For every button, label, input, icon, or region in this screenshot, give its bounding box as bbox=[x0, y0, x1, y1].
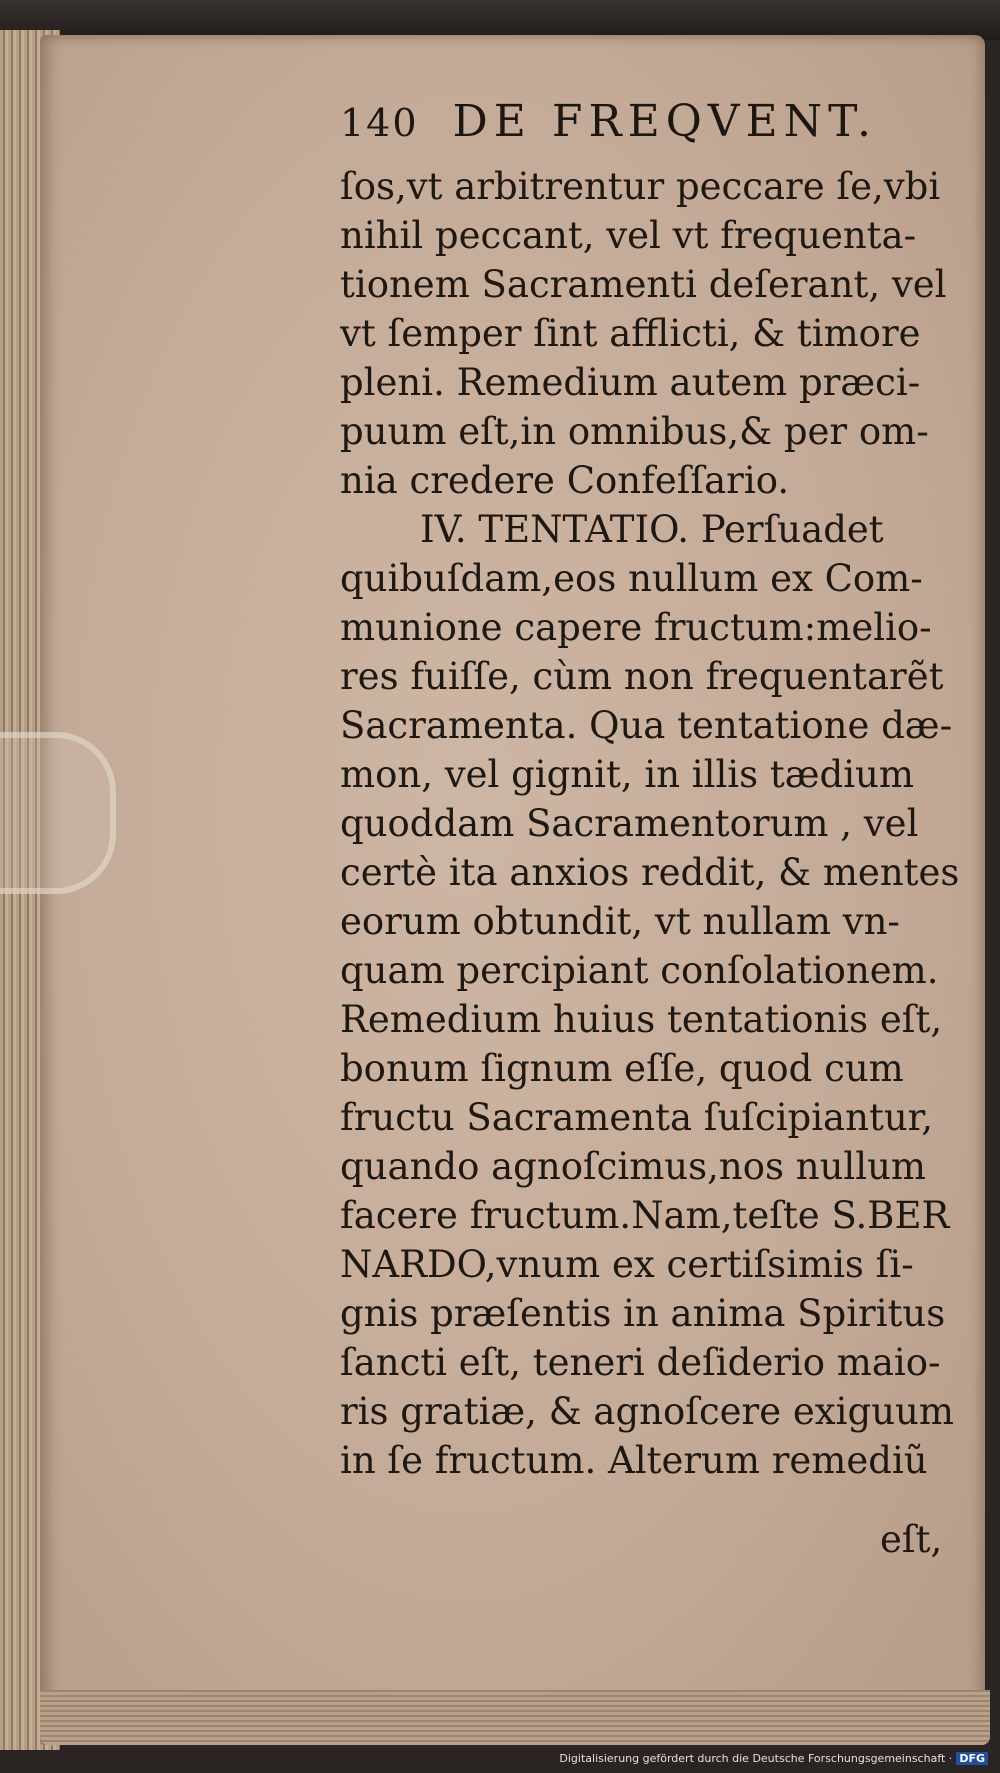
text-line: quando agnoſcimus,nos nullum bbox=[340, 1145, 926, 1188]
running-title: DE FREQVENT. bbox=[452, 96, 878, 147]
footer-text: Digitalisierung gefördert durch die Deutsche Forschungsgemeinschaft · bbox=[559, 1752, 953, 1765]
text-line: fructu Sacramenta ſuſcipiantur, bbox=[340, 1096, 934, 1139]
scan-background bbox=[0, 0, 1000, 40]
text-line: quibuſdam,eos nullum ex Com- bbox=[340, 557, 923, 600]
text-line: Sacramenta. Qua tentatione dæ- bbox=[340, 704, 953, 747]
text-line: eorum obtundit, vt nullam vn- bbox=[340, 900, 900, 943]
text-line: ris gratiæ, & agnoſcere exiguum bbox=[340, 1390, 954, 1433]
catchword: eſt, bbox=[880, 1518, 943, 1561]
text-line: ſos,vt arbitrentur peccare ſe,vbi bbox=[340, 165, 941, 208]
text-line: gnis præſentis in anima Spiritus bbox=[340, 1292, 946, 1335]
text-line: mon, vel gignit, in illis tædium bbox=[340, 753, 914, 796]
digitization-footer bbox=[559, 1752, 988, 1765]
page-number: 140 bbox=[340, 101, 419, 145]
text-line: vt ſemper ſint afflicti, & timore bbox=[340, 312, 921, 355]
text-line: nia credere Confeſſario. bbox=[340, 459, 790, 502]
text-line: NARDO,vnum ex certiſsimis ſi- bbox=[340, 1243, 914, 1286]
text-line: res fuiſſe, cùm non frequentarẽt bbox=[340, 655, 944, 698]
dfg-logo: DFG bbox=[956, 1752, 988, 1765]
body-text bbox=[340, 162, 960, 1485]
running-head bbox=[340, 96, 900, 156]
page-bottom-edge bbox=[40, 1690, 990, 1745]
text-line: certè ita anxios reddit, & mentes bbox=[340, 851, 960, 894]
text-line: in ſe fructum. Alterum remediũ bbox=[340, 1439, 928, 1482]
text-line: quoddam Sacramentorum , vel bbox=[340, 802, 919, 845]
text-line: facere fructum.Nam,teſte S.BER bbox=[340, 1194, 950, 1237]
book-clasp bbox=[0, 732, 116, 894]
text-line: pleni. Remedium autem præci- bbox=[340, 361, 921, 404]
text-line: quam percipiant conſolationem. bbox=[340, 949, 939, 992]
text-line: munione capere fructum:melio- bbox=[340, 606, 932, 649]
text-line: ſancti eſt, teneri deſiderio maio- bbox=[340, 1341, 941, 1384]
text-line: tionem Sacramenti deſerant, vel bbox=[340, 263, 947, 306]
text-line: Remedium huius tentationis eſt, bbox=[340, 998, 943, 1041]
text-line: nihil peccant, vel vt frequenta- bbox=[340, 214, 917, 257]
text-line: puum eſt,in omnibus,& per om- bbox=[340, 410, 929, 453]
text-line: bonum ſignum eſſe, quod cum bbox=[340, 1047, 904, 1090]
text-line: IV. TENTATIO. Perſuadet bbox=[420, 508, 884, 551]
